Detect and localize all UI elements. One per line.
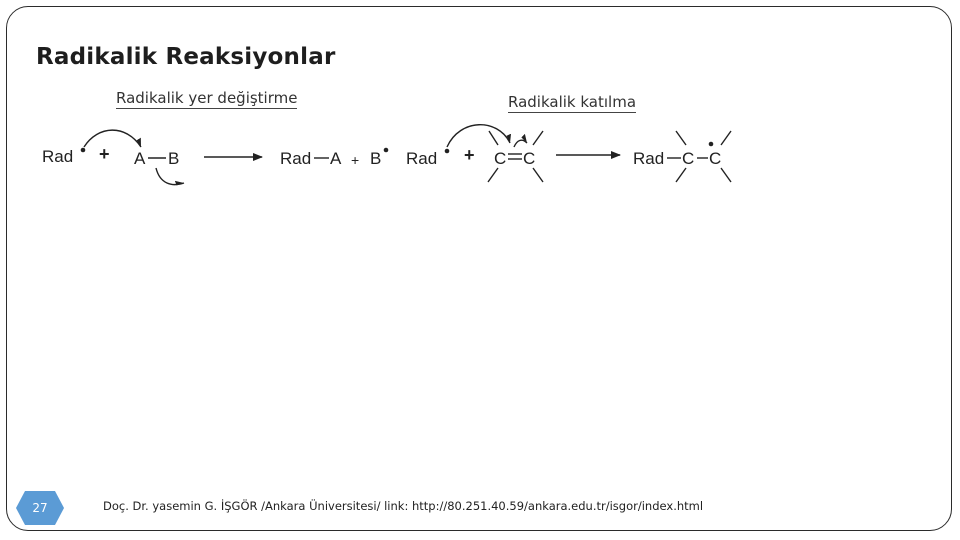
add-rad-text: Rad [406,149,438,168]
add-curved-arrow-short [514,140,527,147]
add-product-substituent-2 [676,168,686,182]
add-curved-arrow-long [447,125,510,147]
sub-plus: + [99,144,110,164]
add-substituent-bond-2 [488,168,498,182]
addition-label: Radikalik katılma [508,93,637,111]
sub-product-radical-dot [384,148,389,153]
add-carbon-2: C [523,149,536,168]
add-plus: + [464,145,475,165]
add-product-substituent-3 [721,131,731,145]
add-carbon-1: C [494,149,507,168]
add-product-c2: C [709,149,722,168]
add-radical-dot [445,149,450,154]
footer-credit: Doç. Dr. yasemin G. İŞGÖR /Ankara Üniversitesi/ link: http://80.251.40.59/ankara.edu.tr/isgor/index.html [103,499,704,513]
sub-product-plus: + [351,152,360,168]
slide-title: Radikalik Reaksiyonlar [36,44,336,70]
sub-rad-text: Rad [42,147,74,166]
sub-radical-dot [81,148,86,153]
sub-product-a: A [330,149,342,168]
sub-curved-arrow-top [84,130,141,147]
sub-atom-b: B [168,149,180,168]
add-substituent-bond-3 [533,131,543,145]
add-product-substituent-1 [676,131,686,145]
add-substituent-bond-4 [533,168,543,182]
add-product-substituent-4 [721,168,731,182]
add-product-radical-dot [709,142,714,147]
page-number: 27 [32,501,48,515]
add-product-c1: C [682,149,695,168]
add-product-rad: Rad [633,149,665,168]
add-substituent-bond-1 [489,131,498,145]
sub-atom-a: A [134,149,146,168]
substitution-label: Radikalik yer değiştirme [116,89,298,107]
sub-curved-arrow-bottom [156,168,184,185]
sub-product-b: B [370,149,382,168]
sub-product-rad: Rad [280,149,312,168]
